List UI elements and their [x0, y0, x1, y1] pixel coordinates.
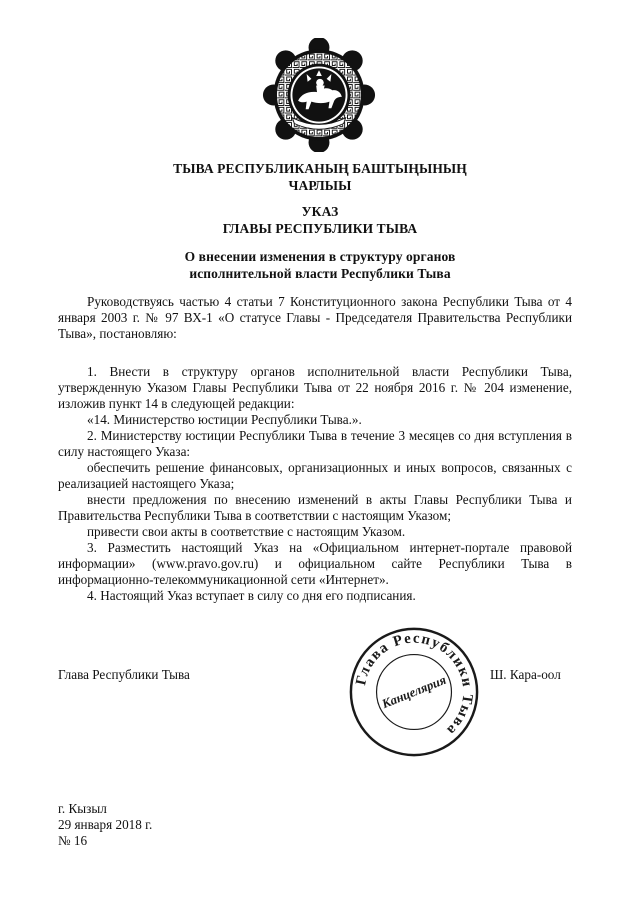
- heading-russian-line1: УКАЗ: [301, 204, 339, 219]
- subject-line2: исполнительной власти Республики Тыва: [189, 266, 451, 281]
- heading-russian-line2: ГЛАВЫ РЕСПУБЛИКИ ТЫВА: [222, 221, 418, 236]
- decree-paragraph: 3. Разместить настоящий Указ на «Официальном интернет-портале правовой информации» (www.pravo.gov.ru) и официальном сайте Республики Тыва в информационно-телекоммуникационной сети «Интернет».: [58, 540, 572, 587]
- stamp-center-text: Канцелярия: [379, 672, 449, 712]
- decree-paragraph: 1. Внести в структуру органов исполнительной власти Республики Тыва, утвержденную Указом Главы Республики Тыва от 22 ноября 2016 г. № 204 изменение, изложив пункт 14 в следующей редакции:: [58, 364, 572, 411]
- decree-paragraph: привести свои акты в соответствие с настоящим Указом.: [87, 524, 406, 539]
- subject-line1: О внесении изменения в структуру органов: [184, 249, 456, 264]
- decree-items: [58, 364, 572, 604]
- preamble-block: [58, 294, 572, 342]
- stamp-ring-text: Глава Республики Тыва: [353, 630, 476, 739]
- signatory-name: Ш. Кара-оол: [490, 667, 561, 682]
- decree-paragraph: 4. Настоящий Указ вступает в силу со дня его подписания.: [87, 588, 416, 603]
- heading-russian: [0, 203, 640, 237]
- coat-of-arms-emblem: [262, 38, 376, 152]
- heading-tuvan-line2: ЧАРЛЫЫ: [288, 178, 352, 193]
- preamble-paragraph: Руководствуясь частью 4 статьи 7 Конституционного закона Республики Тыва от 4 января 2003 г. № 97 ВХ-1 «О статусе Главы - Председателя Правительства Республики Тыва», постановляю:: [58, 294, 572, 341]
- decree-paragraph: «14. Министерство юстиции Республики Тыва.».: [87, 412, 362, 427]
- official-stamp: [345, 623, 483, 761]
- footer-number: № 16: [58, 833, 88, 848]
- decree-paragraph: обеспечить решение финансовых, организационных и иных вопросов, связанных с реализацией настоящего Указа;: [58, 460, 572, 491]
- decree-paragraph: внести предложения по внесению изменений в акты Главы Республики Тыва и Правительства Республики Тыва в соответствии с настоящим Указом;: [58, 492, 572, 523]
- footer-date: 29 января 2018 г.: [58, 817, 153, 832]
- heading-tuvan: [0, 160, 640, 194]
- decree-paragraph: 2. Министерству юстиции Республики Тыва в течение 3 месяцев со дня вступления в силу настоящего Указа:: [58, 428, 572, 459]
- document-subject: [0, 248, 640, 282]
- document-footer: [58, 801, 152, 849]
- heading-tuvan-line1: ТЫВА РЕСПУБЛИКАНЫҢ БАШТЫҢЫНЫҢ: [173, 161, 467, 176]
- signature-position: Глава Республики Тыва: [58, 667, 190, 682]
- footer-city: г. Кызыл: [58, 801, 107, 816]
